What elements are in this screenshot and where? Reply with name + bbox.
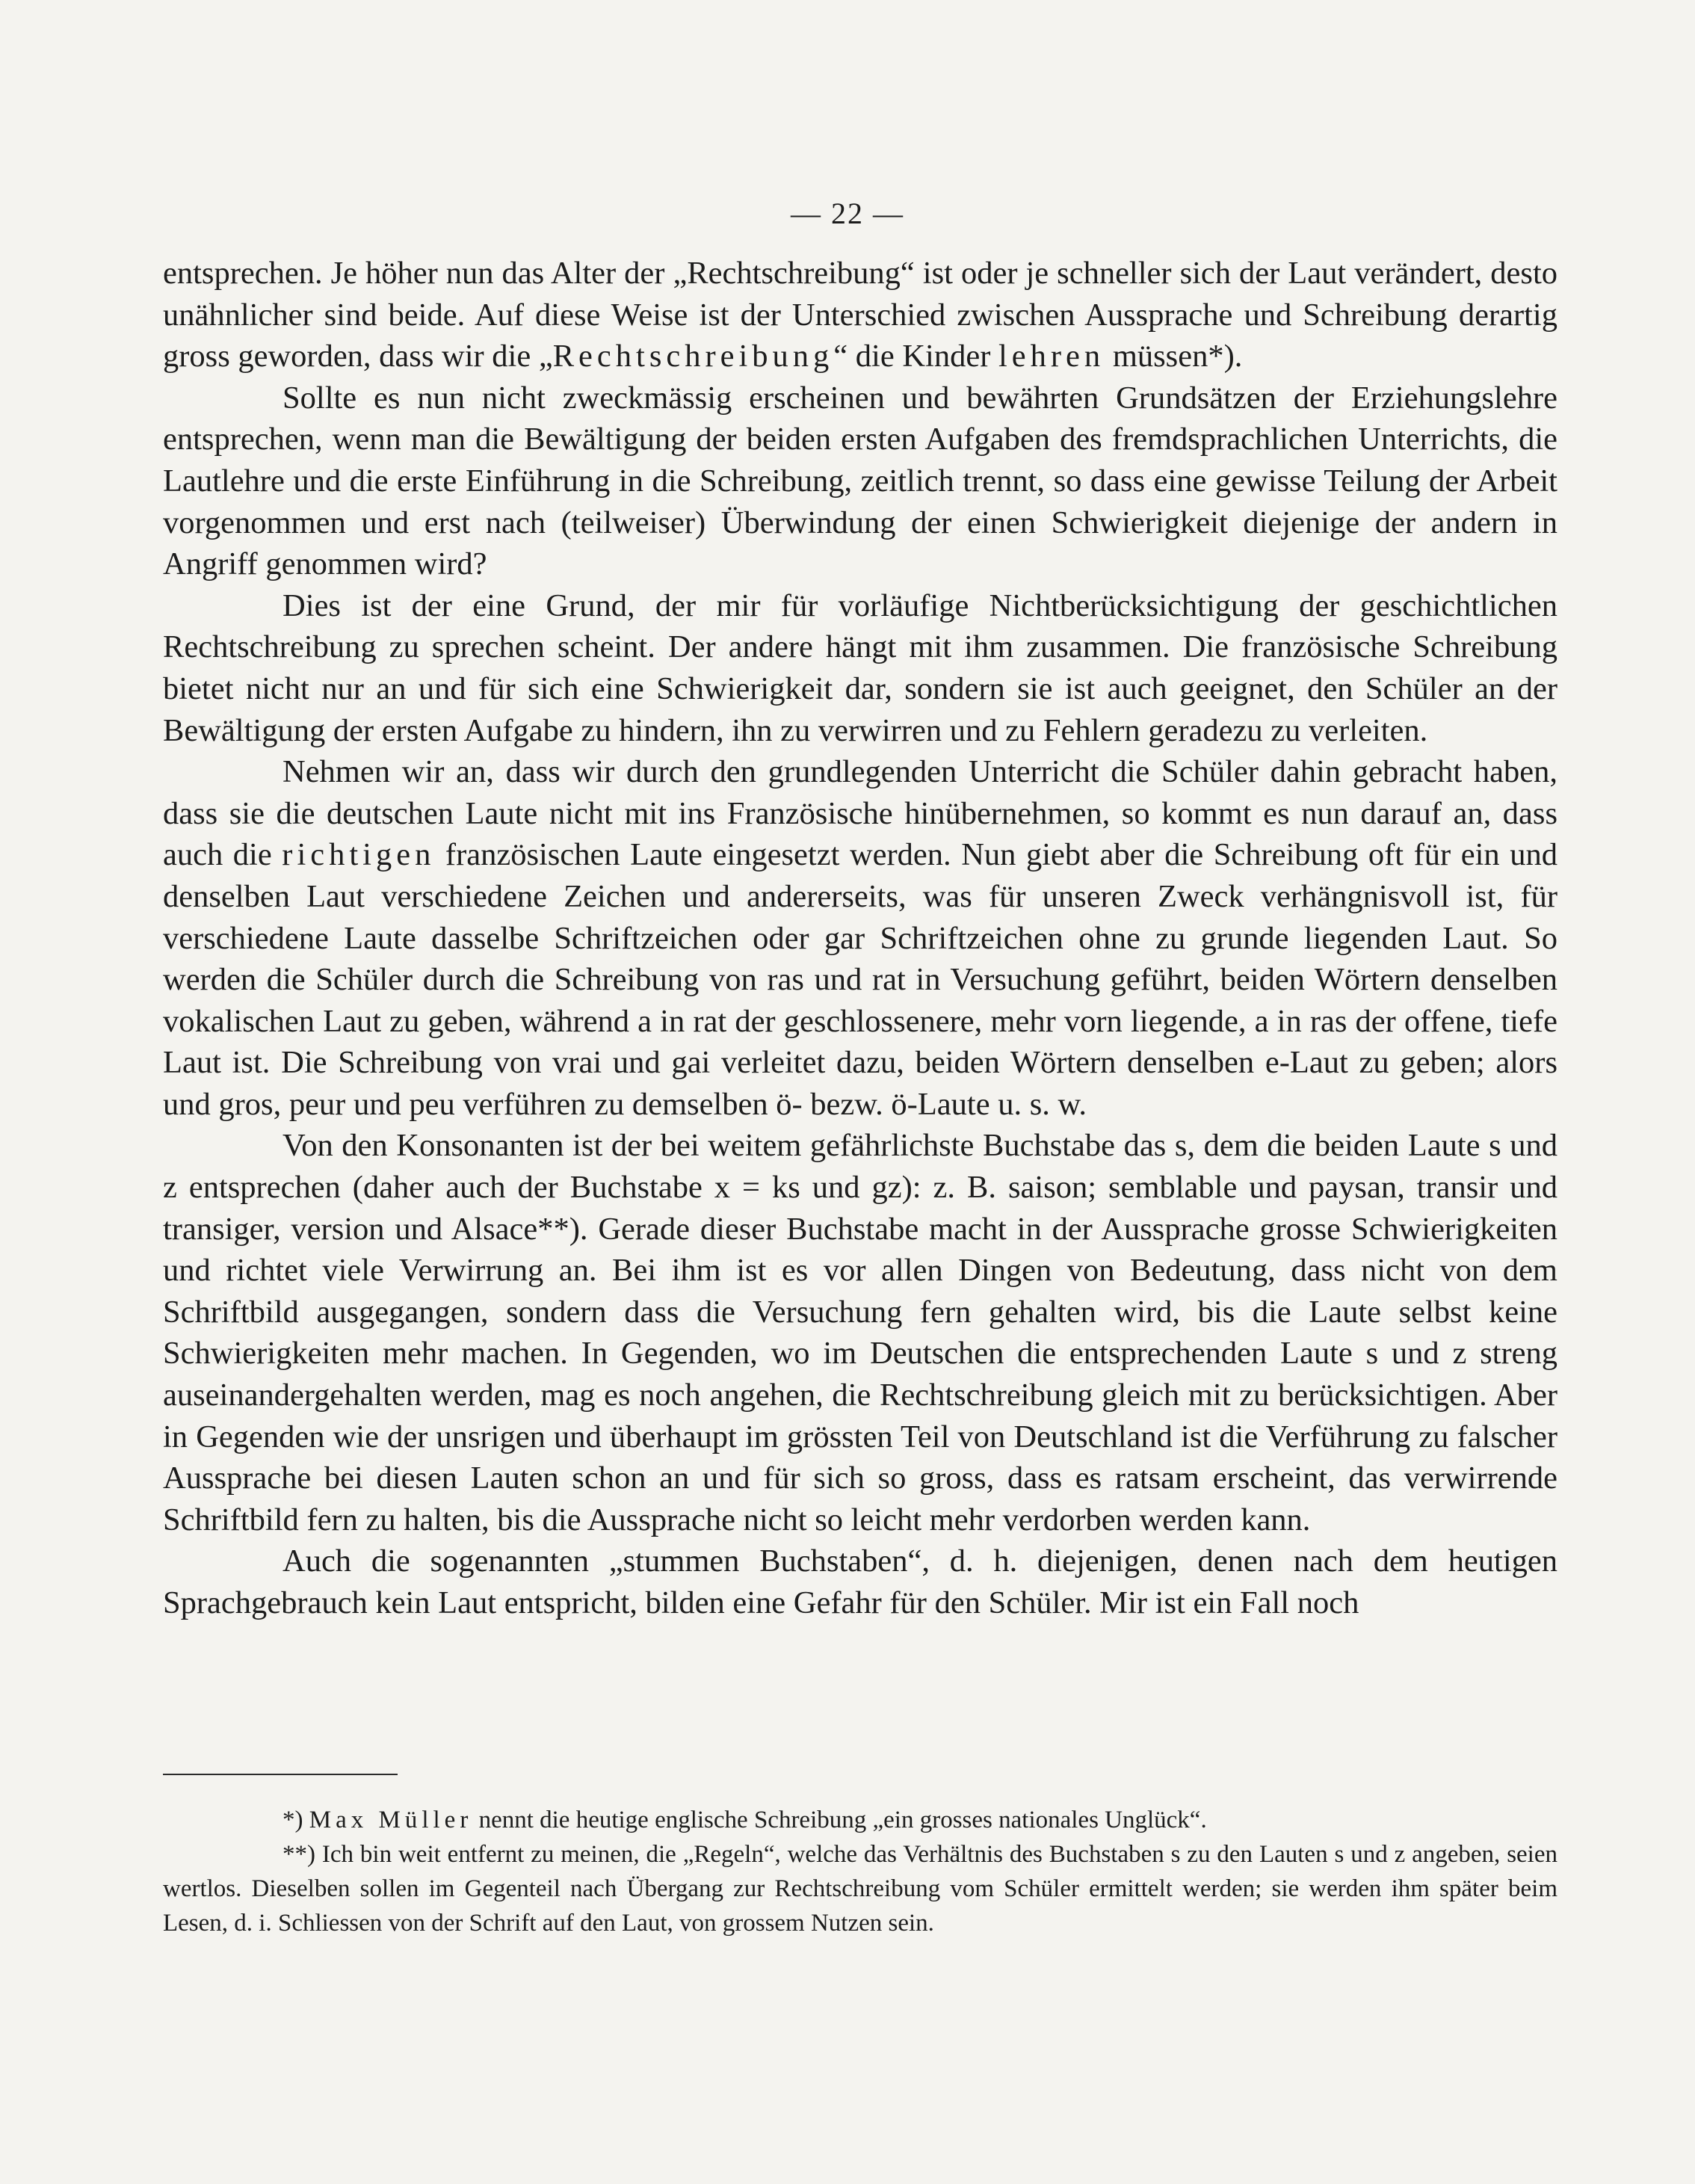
footnote-2-text: Ich bin weit entfernt zu meinen, die „Regeln“, welche das Verhältnis des Buchstaben s zu den Lauten s und z angeben, seien wertlos. Dieselben sollen im Gegenteil nach Übergang zur Rechtschreibung vom Schüler ermittelt werden; sie werden ihm später beim Lesen, d. i. Schliessen von der Schrift auf den Laut, von grossem Nutzen sein. — [163, 1841, 1558, 1937]
paragraph-5: Von den Konsonanten ist der bei weitem gefährlichste Buchstabe das s, dem die beiden Laute s und z entsprechen (daher auch der Buchstabe x = ks und gz): z. B. saison; semblable und paysan, transir und transiger, version und Alsace**). Gerade dieser Buchstabe macht in der Aussprache grosse Schwierigkeiten und richtet viele Verwirrung an. Bei ihm ist es vor allen Dingen von Bedeutung, dass nicht von dem Schriftbild ausgegangen, sondern dass die Versuchung fern gehalten wird, bis die Laute selbst keine Schwierigkeiten mehr machen. In Gegenden, wo im Deutschen die entsprechenden Laute s und z streng auseinandergehalten werden, mag es noch angehen, die Rechtschreibung gleich mit zu berücksichtigen. Aber in Gegenden wie der unsrigen und überhaupt im grössten Teil von Deutschland ist die Verführung zu falscher Aussprache bei diesen Lauten schon an und für sich so gross, dass es ratsam erscheint, das verwirrende Schriftbild fern zu halten, bis die Aussprache nicht so leicht mehr verdorben werden kann. — [163, 1128, 1557, 1537]
footnote-2 — [163, 1837, 1557, 1940]
paragraph-1-text-a: entsprechen. Je höher nun das Alter der „Rechtschreibung“ ist oder je schneller sich der Laut verändert, desto unähnlicher sind beide. Auf diese Weise ist der Unterschied zwischen Aussprache und Schreibung derartig gross geworden, dass wir die „ — [163, 256, 1557, 374]
paragraph-6: Auch die sogenannten „stummen Buchstaben“, d. h. diejenigen, denen nach dem heutigen Sprachgebrauch kein Laut entspricht, bilden eine Gefahr für den Schüler. Mir ist ein Fall noch — [163, 1543, 1557, 1620]
paragraph-2: Sollte es nun nicht zweckmässig erscheinen und bewährten Grundsätzen der Erziehungslehre entsprechen, wenn man die Bewältigung der beiden ersten Aufgaben des fremdsprachlichen Unterrichts, die Lautlehre und die erste Einführung in die Schreibung, zeitlich trennt, so dass eine gewisse Teilung der Arbeit vorgenommen und erst nach (teilweiser) Überwindung der einen Schwierigkeit diejenige der andern in Angriff genommen wird? — [163, 380, 1557, 582]
paragraph-4-spaced-richtigen: richtigen — [282, 837, 436, 873]
footnote-1-marker: *) — [282, 1807, 309, 1833]
footnote-1 — [163, 1803, 1557, 1837]
footnote-1-author: Max Müller — [309, 1807, 473, 1833]
paragraph-1-text-c: müssen*). — [1105, 339, 1243, 374]
footnote-2-marker: **) — [282, 1841, 322, 1868]
page-number: — 22 — — [791, 197, 904, 230]
paragraph-3: Dies ist der eine Grund, der mir für vorläufige Nichtberücksichtigung der geschichtlichen Rechtschreibung zu sprechen scheint. Der andere hängt mit ihm zusammen. Die französische Schreibung bietet nicht nur an und für sich eine Schwierigkeit dar, sondern sie ist auch geeignet, den Schüler an der Bewältigung der ersten Aufgabe zu hindern, ihn zu verwirren und zu Fehlern geradezu zu verleiten. — [163, 587, 1557, 748]
body-text — [163, 253, 1557, 1624]
paragraph-1-spaced-lehren: lehren — [998, 339, 1105, 374]
footnotes — [163, 1803, 1557, 1940]
footnote-1-text: nennt die heutige englische Schreibung „ein grosses nationales Unglück“. — [472, 1807, 1207, 1833]
footnote-divider — [163, 1774, 398, 1775]
paragraph-1 — [163, 253, 1557, 377]
paragraph-1-spaced-rechtschreibung: Rechtschreibung — [552, 339, 834, 374]
paragraph-4-text-b: französischen Laute eingesetzt werden. Nun giebt aber die Schreibung oft für ein und denselben Laut verschiedene Zeichen und andererseits, was für unseren Zweck verhängnisvoll ist, für verschiedene Laute dasselbe Schriftzeichen oder gar Schriftzeichen ohne zu grunde liegenden Laut. So werden die Schüler durch die Schreibung von ras und rat in Versuchung geführt, beiden Wörtern denselben vokalischen Laut zu geben, während a in rat der geschlossenere, mehr vorn liegende, a in ras der offene, tiefe Laut ist. Die Schreibung von vrai und gai verleitet dazu, beiden Wörtern denselben e-Laut zu geben; alors und gros, peur und peu verführen zu demselben ö- bezw. ö-Laute u. s. w. — [163, 837, 1557, 1122]
paragraph-4-text-a: Nehmen wir an, dass wir durch den grundlegenden Unterricht die Schüler dahin gebracht haben, dass sie die deutschen Laute nicht mit ins Französische hinübernehmen, so kommt es nun darauf an, dass auch die — [163, 754, 1557, 873]
paragraph-4 — [163, 751, 1557, 1125]
paragraph-1-text-b: “ die Kinder — [833, 339, 998, 374]
